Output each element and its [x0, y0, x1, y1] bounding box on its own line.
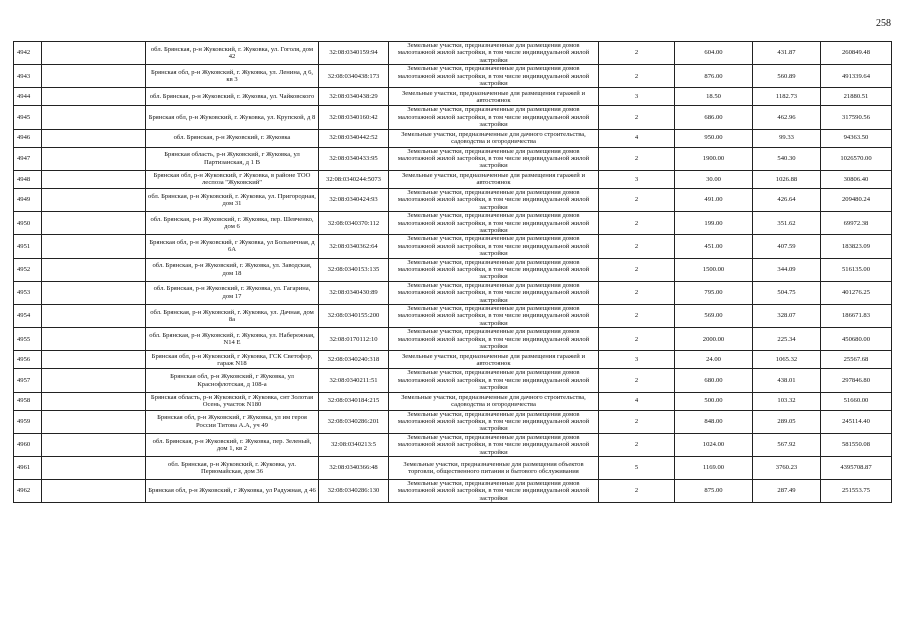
address-cell: Брянская обл, р-н Жуковский, г Жуковка, ул Больничная, д 6А: [146, 235, 319, 258]
group-cell: 3: [599, 170, 675, 188]
cadastral-number-cell: 32:08:0340424:93: [319, 188, 389, 211]
group-cell: 3: [599, 88, 675, 106]
table-row: [14, 281, 892, 304]
cadastral-number-cell: 32:08:0340438:29: [319, 88, 389, 106]
cadastral-number-cell: 32:08:0340438:173: [319, 65, 389, 88]
address-cell: обл. Брянская, р-н Жуковский, г. Жуковка, пер. Зеленый, дом 1, кв 2: [146, 433, 319, 456]
spacer-cell: [42, 106, 146, 129]
spacer-cell: [42, 480, 146, 503]
area-cell: 18.50: [675, 88, 753, 106]
land-use-cell: Земельные участки, предназначенные для размещения гаражей и автостоянок: [389, 88, 599, 106]
address-cell: обл. Брянская, р-н Жуковский, г. Жуковка: [146, 129, 319, 147]
row-number-cell: 4959: [14, 410, 42, 433]
table-row: [14, 88, 892, 106]
spacer-cell: [42, 258, 146, 281]
spacer-cell: [42, 170, 146, 188]
land-use-cell: Земельные участки, предназначенные для размещения домов малоэтажной жилой застройки, в том числе индивидуальной жилой застройки: [389, 433, 599, 456]
group-cell: 4: [599, 392, 675, 410]
cadastral-value-cell: 251553.75: [821, 480, 892, 503]
specific-value-cell: 225.34: [753, 328, 821, 351]
row-number-cell: 4951: [14, 235, 42, 258]
area-cell: 950.00: [675, 129, 753, 147]
specific-value-cell: 344.09: [753, 258, 821, 281]
cadastral-number-cell: 32:08:0340433:95: [319, 147, 389, 170]
spacer-cell: [42, 42, 146, 65]
cadastral-number-cell: 32:08:0340244:5073: [319, 170, 389, 188]
cadastral-value-cell: 94363.50: [821, 129, 892, 147]
row-number-cell: 4952: [14, 258, 42, 281]
cadastral-number-cell: 32:08:0340370:112: [319, 212, 389, 235]
area-cell: 795.00: [675, 281, 753, 304]
table-row: [14, 480, 892, 503]
table-row: [14, 351, 892, 369]
area-cell: 2000.00: [675, 328, 753, 351]
area-cell: 876.00: [675, 65, 753, 88]
spacer-cell: [42, 212, 146, 235]
cadastral-value-cell: 21880.51: [821, 88, 892, 106]
table-row: [14, 304, 892, 327]
address-cell: обл. Брянская, р-н Жуковский, г. Жуковка, ул. Гоголя, дом 42: [146, 42, 319, 65]
table-row: [14, 42, 892, 65]
row-number-cell: 4948: [14, 170, 42, 188]
land-use-cell: Земельные участки, предназначенные для размещения домов малоэтажной жилой застройки, в том числе индивидуальной жилой застройки: [389, 410, 599, 433]
group-cell: 2: [599, 235, 675, 258]
specific-value-cell: 438.01: [753, 369, 821, 392]
table-row: [14, 258, 892, 281]
area-cell: 24.00: [675, 351, 753, 369]
row-number-cell: 4953: [14, 281, 42, 304]
specific-value-cell: 462.96: [753, 106, 821, 129]
row-number-cell: 4960: [14, 433, 42, 456]
spacer-cell: [42, 392, 146, 410]
area-cell: 491.00: [675, 188, 753, 211]
address-cell: Брянская обл, р-н Жуковский, г Жуковка, ул им героя России Титова А.А, уч 49: [146, 410, 319, 433]
cadastral-number-cell: 32:08:0340160:42: [319, 106, 389, 129]
table-row: [14, 129, 892, 147]
group-cell: 2: [599, 65, 675, 88]
land-use-cell: Земельные участки, предназначенные для дачного строительства, садоводства и огородничества: [389, 392, 599, 410]
row-number-cell: 4942: [14, 42, 42, 65]
table-row: [14, 433, 892, 456]
cadastral-number-cell: 32:08:0340286:130: [319, 480, 389, 503]
cadastral-value-cell: 581550.08: [821, 433, 892, 456]
address-cell: обл. Брянская, р-н Жуковский, г. Жуковка, ул. Заводская, дом 18: [146, 258, 319, 281]
row-number-cell: 4961: [14, 457, 42, 480]
specific-value-cell: 431.87: [753, 42, 821, 65]
specific-value-cell: 328.07: [753, 304, 821, 327]
address-cell: обл. Брянская, р-н Жуковский, г. Жуковка, ул. Чайковского: [146, 88, 319, 106]
cadastral-number-cell: 32:08:0340286:201: [319, 410, 389, 433]
group-cell: 2: [599, 480, 675, 503]
specific-value-cell: 99.33: [753, 129, 821, 147]
area-cell: 875.00: [675, 480, 753, 503]
land-use-cell: Земельные участки, предназначенные для размещения домов малоэтажной жилой застройки, в том числе индивидуальной жилой застройки: [389, 212, 599, 235]
spacer-cell: [42, 410, 146, 433]
row-number-cell: 4957: [14, 369, 42, 392]
row-number-cell: 4943: [14, 65, 42, 88]
specific-value-cell: 426.64: [753, 188, 821, 211]
spacer-cell: [42, 457, 146, 480]
area-cell: 199.00: [675, 212, 753, 235]
cadastral-value-cell: 260849.48: [821, 42, 892, 65]
table-row: [14, 212, 892, 235]
area-cell: 451.00: [675, 235, 753, 258]
specific-value-cell: 287.49: [753, 480, 821, 503]
area-cell: 1024.00: [675, 433, 753, 456]
cadastral-value-cell: 245114.40: [821, 410, 892, 433]
cadastral-number-cell: 32:08:0170112:10: [319, 328, 389, 351]
specific-value-cell: 1182.73: [753, 88, 821, 106]
land-use-cell: Земельные участки, предназначенные для размещения объектов торговли, общественного питания и бытового обслуживания: [389, 457, 599, 480]
group-cell: 2: [599, 369, 675, 392]
cadastral-value-table: [13, 41, 892, 503]
cadastral-number-cell: 32:08:0340159:94: [319, 42, 389, 65]
land-use-cell: Земельные участки, предназначенные для размещения гаражей и автостоянок: [389, 351, 599, 369]
area-cell: 569.00: [675, 304, 753, 327]
land-use-cell: Земельные участки, предназначенные для размещения домов малоэтажной жилой застройки, в том числе индивидуальной жилой застройки: [389, 258, 599, 281]
group-cell: 2: [599, 258, 675, 281]
group-cell: 3: [599, 351, 675, 369]
cadastral-value-cell: 51660.00: [821, 392, 892, 410]
row-number-cell: 4962: [14, 480, 42, 503]
cadastral-value-cell: 209480.24: [821, 188, 892, 211]
spacer-cell: [42, 281, 146, 304]
specific-value-cell: 560.89: [753, 65, 821, 88]
spacer-cell: [42, 88, 146, 106]
address-cell: Брянская область, р-н Жуковский, г Жуковка, ул Партизанская, д 1 В: [146, 147, 319, 170]
cadastral-value-cell: 516135.00: [821, 258, 892, 281]
address-cell: Брянская обл, р-н Жуковский, г Жуковка, в районе ТОО леспоза "Жуковский": [146, 170, 319, 188]
group-cell: 2: [599, 212, 675, 235]
land-use-cell: Земельные участки, предназначенные для размещения домов малоэтажной жилой застройки, в том числе индивидуальной жилой застройки: [389, 42, 599, 65]
table-row: [14, 147, 892, 170]
row-number-cell: 4955: [14, 328, 42, 351]
spacer-cell: [42, 188, 146, 211]
row-number-cell: 4954: [14, 304, 42, 327]
group-cell: 2: [599, 281, 675, 304]
address-cell: обл. Брянская, р-н Жуковский, г. Жуковка, ул. Пригородная, дом 31: [146, 188, 319, 211]
address-cell: обл. Брянская, р-н Жуковский, г. Жуковка, пер. Шевченко, дом 6: [146, 212, 319, 235]
cadastral-number-cell: 32:08:0340430:89: [319, 281, 389, 304]
area-cell: 1900.00: [675, 147, 753, 170]
cadastral-value-cell: 450680.00: [821, 328, 892, 351]
table-row: [14, 106, 892, 129]
group-cell: 2: [599, 433, 675, 456]
land-use-cell: Земельные участки, предназначенные для размещения домов малоэтажной жилой застройки, в том числе индивидуальной жилой застройки: [389, 188, 599, 211]
spacer-cell: [42, 65, 146, 88]
address-cell: Брянская обл, р-н Жуковский, г Жуковка, ул Краснофлотская, д 108-а: [146, 369, 319, 392]
spacer-cell: [42, 369, 146, 392]
specific-value-cell: 3760.23: [753, 457, 821, 480]
area-cell: 30.00: [675, 170, 753, 188]
address-cell: Брянская область, р-н Жуковский, г Жуковка, снт Золотая Осень, участок N180: [146, 392, 319, 410]
table-row: [14, 235, 892, 258]
land-use-cell: Земельные участки, предназначенные для размещения домов малоэтажной жилой застройки, в том числе индивидуальной жилой застройки: [389, 235, 599, 258]
spacer-cell: [42, 328, 146, 351]
land-use-cell: Земельные участки, предназначенные для размещения домов малоэтажной жилой застройки, в том числе индивидуальной жилой застройки: [389, 65, 599, 88]
land-use-cell: Земельные участки, предназначенные для размещения домов малоэтажной жилой застройки, в том числе индивидуальной жилой застройки: [389, 304, 599, 327]
row-number-cell: 4950: [14, 212, 42, 235]
table-row: [14, 170, 892, 188]
table-row: [14, 65, 892, 88]
table-row: [14, 457, 892, 480]
group-cell: 2: [599, 106, 675, 129]
land-use-cell: Земельные участки, предназначенные для дачного строительства, садоводства и огородничества: [389, 129, 599, 147]
group-cell: 2: [599, 147, 675, 170]
row-number-cell: 4945: [14, 106, 42, 129]
cadastral-value-cell: 317590.56: [821, 106, 892, 129]
specific-value-cell: 289.05: [753, 410, 821, 433]
cadastral-number-cell: 32:08:0340213:5: [319, 433, 389, 456]
row-number-cell: 4956: [14, 351, 42, 369]
spacer-cell: [42, 129, 146, 147]
specific-value-cell: 351.62: [753, 212, 821, 235]
group-cell: 2: [599, 188, 675, 211]
spacer-cell: [42, 433, 146, 456]
cadastral-value-cell: 1026570.00: [821, 147, 892, 170]
specific-value-cell: 567.92: [753, 433, 821, 456]
group-cell: 2: [599, 304, 675, 327]
cadastral-number-cell: 32:08:0340211:51: [319, 369, 389, 392]
area-cell: 686.00: [675, 106, 753, 129]
address-cell: Брянская обл, р-н Жуковский, г Жуковка, ГСК Светофор, гараж N18: [146, 351, 319, 369]
row-number-cell: 4946: [14, 129, 42, 147]
group-cell: 2: [599, 410, 675, 433]
cadastral-value-cell: 491339.64: [821, 65, 892, 88]
spacer-cell: [42, 351, 146, 369]
area-cell: 1169.00: [675, 457, 753, 480]
area-cell: 500.00: [675, 392, 753, 410]
cadastral-number-cell: 32:08:0340442:52: [319, 129, 389, 147]
table-row: [14, 410, 892, 433]
cadastral-number-cell: 32:08:0340240:318: [319, 351, 389, 369]
address-cell: обл. Брянская, р-н Жуковский, г. Жуковка, ул. Дачная, дом 8а: [146, 304, 319, 327]
land-use-cell: Земельные участки, предназначенные для размещения домов малоэтажной жилой застройки, в том числе индивидуальной жилой застройки: [389, 369, 599, 392]
table-row: [14, 369, 892, 392]
land-use-cell: Земельные участки, предназначенные для размещения домов малоэтажной жилой застройки, в том числе индивидуальной жилой застройки: [389, 106, 599, 129]
cadastral-value-cell: 4395708.87: [821, 457, 892, 480]
specific-value-cell: 1026.88: [753, 170, 821, 188]
cadastral-value-cell: 186671.83: [821, 304, 892, 327]
cadastral-value-cell: 297846.80: [821, 369, 892, 392]
group-cell: 2: [599, 42, 675, 65]
cadastral-value-cell: 69972.38: [821, 212, 892, 235]
land-use-cell: Земельные участки, предназначенные для размещения домов малоэтажной жилой застройки, в том числе индивидуальной жилой застройки: [389, 281, 599, 304]
address-cell: обл. Брянская, р-н Жуковский, г. Жуковка, ул. Набережная, N14 Е: [146, 328, 319, 351]
specific-value-cell: 504.75: [753, 281, 821, 304]
cadastral-value-cell: 30806.40: [821, 170, 892, 188]
spacer-cell: [42, 304, 146, 327]
land-use-cell: Земельные участки, предназначенные для размещения домов малоэтажной жилой застройки, в том числе индивидуальной жилой застройки: [389, 480, 599, 503]
table-row: [14, 328, 892, 351]
spacer-cell: [42, 235, 146, 258]
spacer-cell: [42, 147, 146, 170]
cadastral-number-cell: 32:08:0340153:135: [319, 258, 389, 281]
page-number: 258: [876, 18, 891, 29]
area-cell: 604.00: [675, 42, 753, 65]
address-cell: обл. Брянская, р-н Жуковский, г. Жуковка, ул. Первомайская, дом 36: [146, 457, 319, 480]
address-cell: Брянская обл, р-н Жуковский, г. Жуковка, ул. Крупской, д 8: [146, 106, 319, 129]
land-use-cell: Земельные участки, предназначенные для размещения гаражей и автостоянок: [389, 170, 599, 188]
cadastral-value-cell: 183823.09: [821, 235, 892, 258]
row-number-cell: 4949: [14, 188, 42, 211]
specific-value-cell: 407.59: [753, 235, 821, 258]
address-cell: Брянская обл, р-н Жуковский, г Жуковка, ул Радужная, д 46: [146, 480, 319, 503]
row-number-cell: 4947: [14, 147, 42, 170]
group-cell: 5: [599, 457, 675, 480]
specific-value-cell: 1065.32: [753, 351, 821, 369]
cadastral-number-cell: 32:08:0340184:215: [319, 392, 389, 410]
area-cell: 680.00: [675, 369, 753, 392]
table-row: [14, 392, 892, 410]
cadastral-value-cell: 401276.25: [821, 281, 892, 304]
address-cell: Брянская обл, р-н Жуковский, г. Жуковка, ул. Ленина, д 6, кв 3: [146, 65, 319, 88]
cadastral-value-cell: 25567.68: [821, 351, 892, 369]
cadastral-number-cell: 32:08:0340155:200: [319, 304, 389, 327]
specific-value-cell: 103.32: [753, 392, 821, 410]
land-use-cell: Земельные участки, предназначенные для размещения домов малоэтажной жилой застройки, в том числе индивидуальной жилой застройки: [389, 328, 599, 351]
area-cell: 1500.00: [675, 258, 753, 281]
specific-value-cell: 540.30: [753, 147, 821, 170]
cadastral-number-cell: 32:08:0340366:48: [319, 457, 389, 480]
table-row: [14, 188, 892, 211]
area-cell: 848.00: [675, 410, 753, 433]
row-number-cell: 4944: [14, 88, 42, 106]
address-cell: обл. Брянская, р-н Жуковский, г. Жуковка, ул. Гагарина, дом 17: [146, 281, 319, 304]
group-cell: 2: [599, 328, 675, 351]
group-cell: 4: [599, 129, 675, 147]
row-number-cell: 4958: [14, 392, 42, 410]
cadastral-number-cell: 32:08:0340362:64: [319, 235, 389, 258]
land-use-cell: Земельные участки, предназначенные для размещения домов малоэтажной жилой застройки, в том числе индивидуальной жилой застройки: [389, 147, 599, 170]
